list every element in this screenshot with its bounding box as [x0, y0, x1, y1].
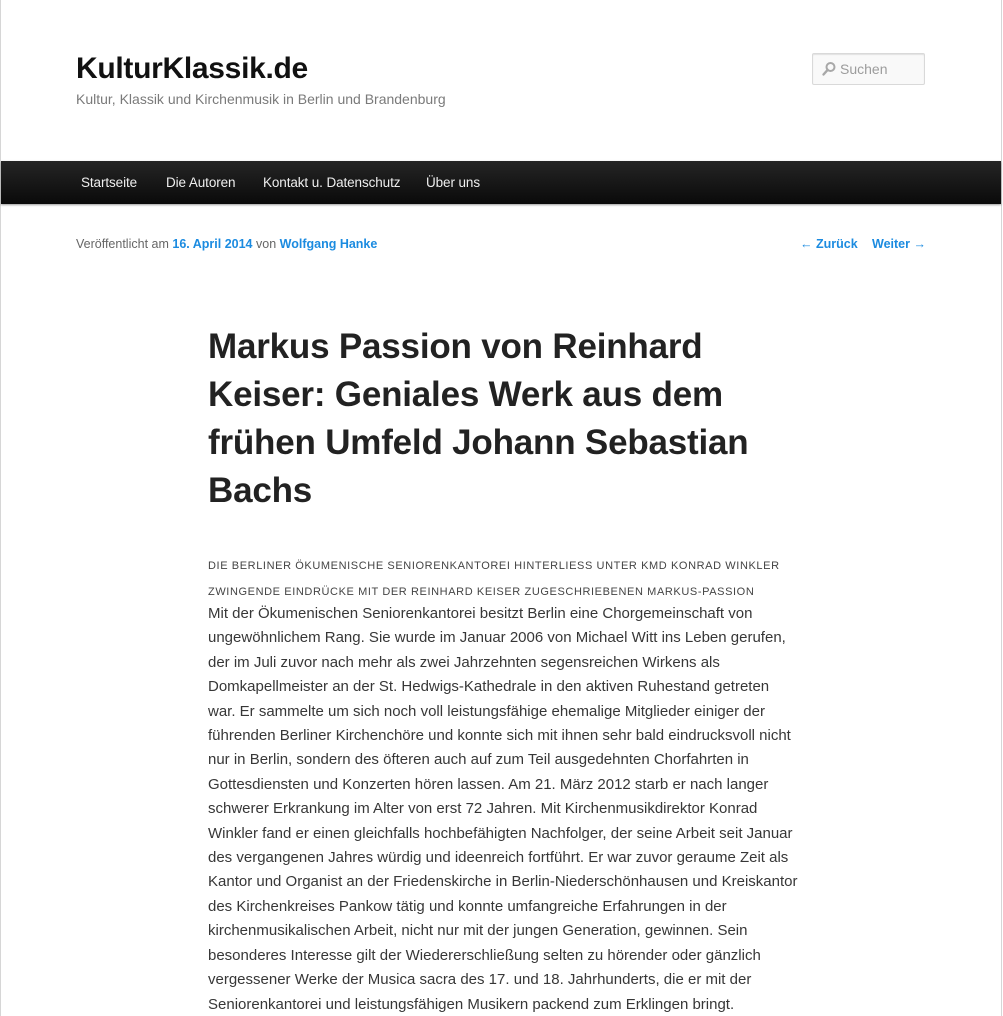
previous-post-link[interactable]: ← Zurück	[800, 237, 858, 251]
next-post-link[interactable]: Weiter →	[872, 237, 926, 251]
page-border-right	[1001, 0, 1002, 1016]
post-meta	[76, 236, 377, 252]
nav-item-startseite[interactable]: Startseite	[81, 175, 138, 190]
nav-item-ueber-uns[interactable]: Über uns	[426, 175, 480, 190]
site-description: Kultur, Klassik und Kirchenmusik in Berlin und Brandenburg	[76, 91, 446, 107]
site-title-link[interactable]: KulturKlassik.de	[76, 52, 308, 85]
page-border-left	[0, 0, 1, 1016]
main-navigation	[1, 161, 1001, 204]
published-prefix: Veröffentlicht am	[76, 237, 169, 251]
by-label: von	[256, 237, 277, 251]
nav-item-die-autoren[interactable]: Die Autoren	[166, 175, 236, 190]
post-content	[208, 602, 800, 1016]
post-paragraph: Mit der Ökumenischen Seniorenkantorei besitzt Berlin eine Chorgemeinschaft von ungewöhnlichem Rang. Sie wurde im Januar 2006 von Michael Witt ins Leben gerufen, der im Juli zuvor nach mehr als zwei Jahrzehnten segensreichen Wirkens als Domkapellmeister an der St. Hedwigs-Kathedrale in den aktiven Ruhestand getreten war. Er sammelte um sich noch voll leistungsfähige ehemalige Mitglieder einiger der führenden Berliner Kirchenchöre und konnte sich mit ihnen sehr bald eindrucksvoll nicht nur in Berlin, sondern des öfteren auch auf zum Teil ausgedehnten Chorfahrten in Gottesdiensten und Konzerten hören lassen. Am 21. März 2012 starb er nach langer schwerer Erkrankung im Alter von erst 72 Jahren. Mit Kirchenmusikdirektor Konrad Winkler fand er einen gleichfalls hochbefähigten Nachfolger, der seine Arbeit seit Januar des vergangenen Jahres würdig und ideenreich fortführt. Er war zuvor geraume Zeit als Kantor und Organist an der Friedenskirche in Berlin-Niederschönhausen und Kreiskantor des Kirchenkreises Pankow tätig und konnte umfangreiche Erfahrungen in der kirchenmusikalischen Arbeit, nicht nur mit der jungen Generation, gewinnen. Sein besonderes Interesse gilt der Wiedererschließung selten zu hörender oder gänzlich vergessener Werke der Musica sacra des 17. und 18. Jahrhunderts, die er mit der Seniorenkantorei und leistungsfähigen Musikern packend zum Erklingen bringt.	[208, 605, 798, 1013]
post-subtitle: DIE BERLINER ÖKUMENISCHE SENIORENKANTOREI HINTERLIESS UNTER KMD KONRAD WINKLER ZWINGENDE EINDRÜCKE MIT DER REINHARD KEISER ZUGESCHRIEBENEN MARKUS-PASSION	[208, 560, 780, 598]
post-title: Markus Passion von Reinhard Keiser: Geniales Werk aus dem frühen Umfeld Johann Sebastian Bachs	[208, 327, 749, 510]
search-icon	[821, 61, 837, 77]
search-box	[812, 53, 925, 85]
nav-item-kontakt-datenschutz[interactable]: Kontakt u. Datenschutz	[263, 175, 401, 190]
search-input[interactable]	[840, 54, 924, 84]
author-link[interactable]: Wolfgang Hanke	[279, 237, 378, 251]
post-date-link[interactable]: 16. April 2014	[172, 237, 253, 251]
